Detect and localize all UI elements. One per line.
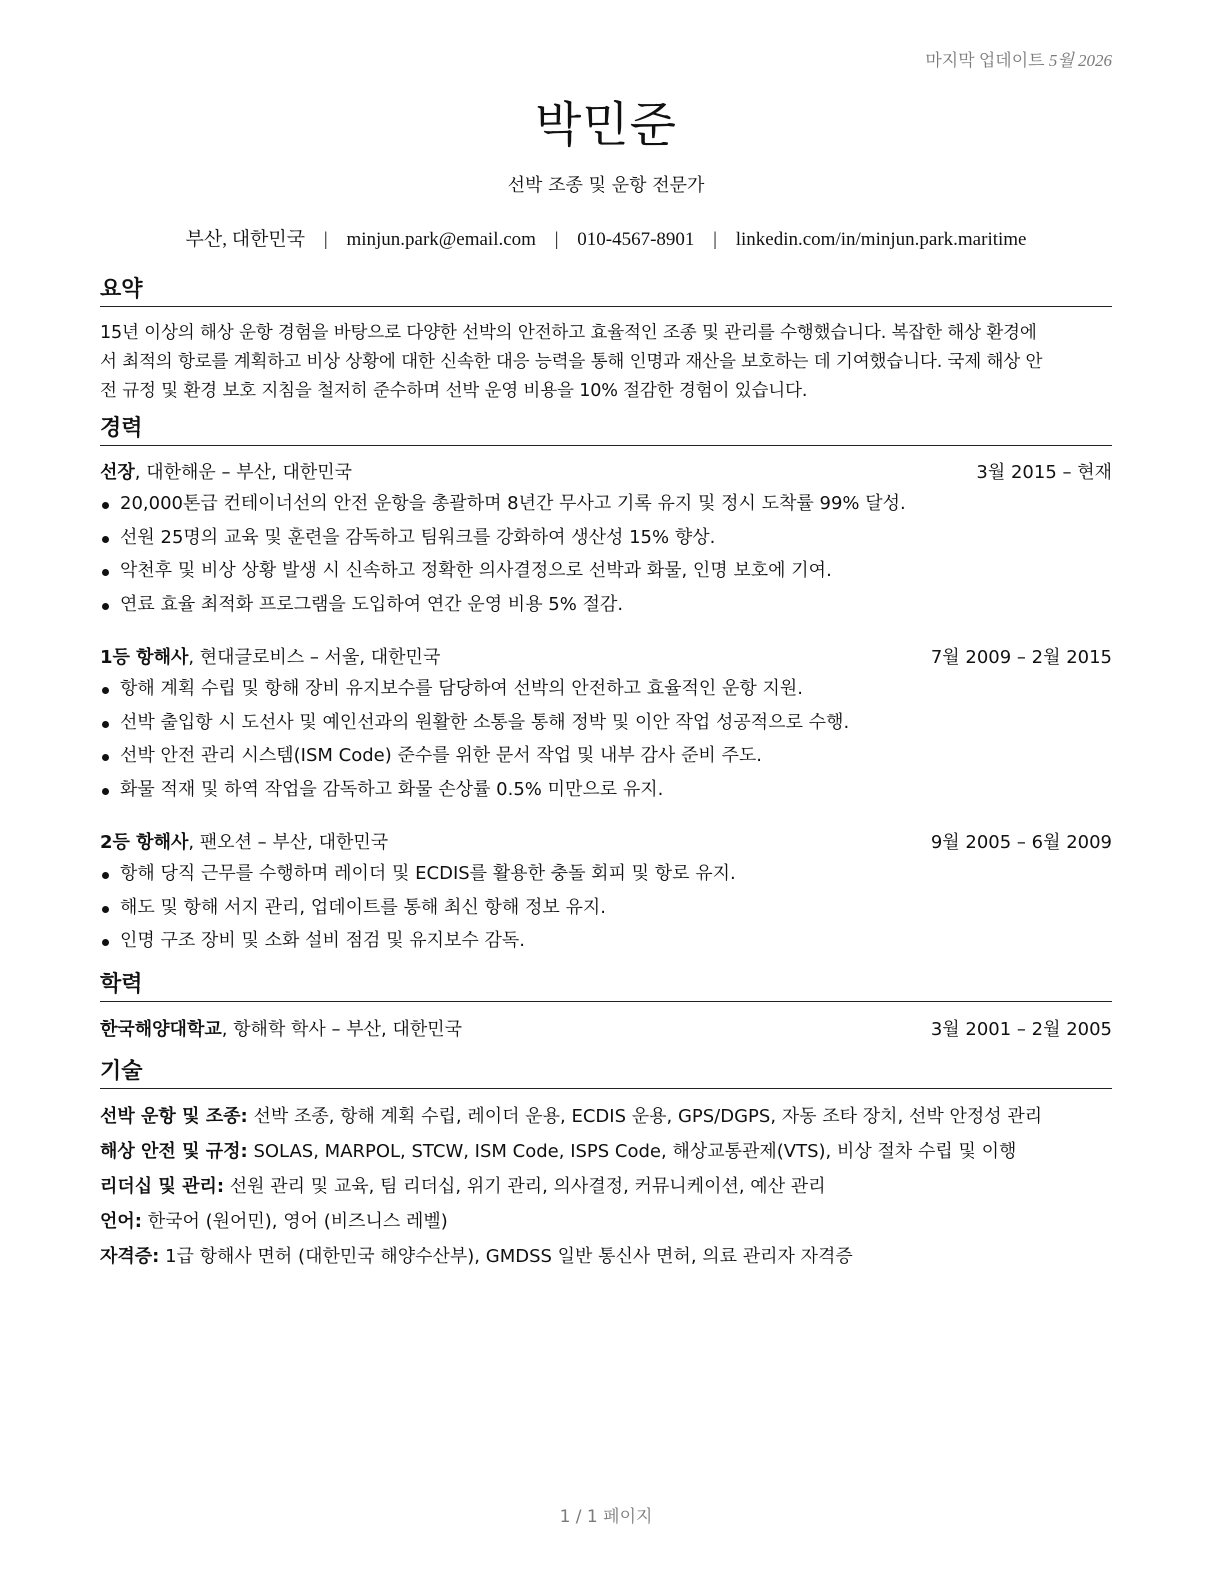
job-dates: 9월 2005 – 6월 2009: [930, 832, 1112, 853]
section-heading-summary: 요약: [100, 276, 1112, 307]
summary-line: 전 규정 및 환경 보호 지침을 철저히 준수하며 선박 운영 비용을 10% 절감한 경험이 있습니다.: [100, 381, 808, 401]
last-updated-year: 2026: [1078, 51, 1112, 70]
bullet-item: 항해 계획 수립 및 항해 장비 유지보수를 담당하여 선박의 안전하고 효율적인 운항 지원.: [100, 676, 1112, 710]
last-updated: [925, 46, 1112, 71]
job-details: , 팬오션 – 부산, 대한민국: [188, 832, 389, 853]
contact-separator: |: [713, 229, 717, 250]
skill-row: [100, 1174, 1112, 1200]
skill-value: 1급 항해사 면허 (대한민국 해양수산부), GMDSS 일반 통신사 면허, 의료 관리자 자격증: [159, 1246, 853, 1267]
job-bullets: [100, 491, 1112, 625]
bullet-item: 선박 출입항 시 도선사 및 예인선과의 원활한 소통을 통해 정박 및 이안 작업 성공적으로 수행.: [100, 710, 1112, 744]
education-school: 한국해양대학교: [100, 1019, 222, 1040]
skill-value: SOLAS, MARPOL, STCW, ISM Code, ISPS Code, 해상교통관제(VTS), 비상 절차 수립 및 이행: [247, 1141, 1017, 1162]
bullet-item: 악천후 및 비상 상황 발생 시 신속하고 정확한 의사결정으로 선박과 화물, 인명 보호에 기여.: [100, 558, 1112, 592]
skill-value: 선박 조종, 항해 계획 수립, 레이더 운용, ECDIS 운용, GPS/DGPS, 자동 조타 장치, 선박 안정성 관리: [247, 1106, 1043, 1127]
candidate-name: 박민준: [534, 97, 678, 153]
summary-line: 15년 이상의 해상 운항 경험을 바탕으로 다양한 선박의 안전하고 효율적인 조종 및 관리를 수행했습니다. 복잡한 해상 환경에: [100, 323, 1037, 343]
job-role: 2등 항해사: [100, 832, 189, 853]
skill-value: 한국어 (원어민), 영어 (비즈니스 레벨): [141, 1211, 448, 1232]
skill-row: [100, 1244, 1112, 1270]
job-dates: 7월 2009 – 2월 2015: [930, 647, 1112, 668]
resume-page: [100, 0, 1112, 1584]
bullet-item: 항해 당직 근무를 수행하며 레이더 및 ECDIS를 활용한 충돌 회피 및 항로 유지.: [100, 861, 1112, 895]
job-header: [100, 645, 1112, 671]
section-heading-experience: 경력: [100, 415, 1112, 446]
summary-text: [100, 319, 1112, 406]
contact-phone[interactable]: 010-4567-8901: [577, 229, 695, 250]
section-heading-skills: 기술: [100, 1058, 1112, 1089]
skill-row: [100, 1209, 1112, 1235]
skill-label: 언어:: [100, 1211, 142, 1232]
bullet-item: 선원 25명의 교육 및 훈련을 감독하고 팀워크를 강화하여 생산성 15% 향상.: [100, 525, 1112, 559]
bullet-item: 인명 구조 장비 및 소화 설비 점검 및 유지보수 감독.: [100, 928, 1112, 962]
page-number: 1 / 1 페이지: [559, 1507, 653, 1527]
skill-row: [100, 1139, 1112, 1165]
contact-separator: |: [554, 229, 559, 250]
summary-line: 서 최적의 항로를 계획하고 비상 상황에 대한 신속한 대응 능력을 통해 인명과 재산을 보호하는 데 기여했습니다. 국제 해상 안: [100, 352, 1043, 372]
contact-separator: |: [323, 229, 328, 250]
job-bullets: [100, 861, 1112, 962]
section-heading-education: 학력: [100, 971, 1112, 1002]
job-header: [100, 830, 1112, 856]
education-entry: [100, 1017, 1112, 1043]
contact-email[interactable]: minjun.park@email.com: [346, 229, 536, 250]
skill-row: [100, 1104, 1112, 1130]
bullet-item: 화물 적재 및 하역 작업을 감독하고 화물 손상률 0.5% 미만으로 유지.: [100, 777, 1112, 811]
last-updated-label: 마지막 업데이트: [925, 51, 1045, 70]
job-bullets: [100, 676, 1112, 810]
skill-label: 해상 안전 및 규정:: [100, 1141, 248, 1162]
job-dates: 3월 2015 – 현재: [976, 462, 1112, 483]
contact-line: [100, 224, 1112, 251]
contact-location: 부산, 대한민국: [185, 229, 306, 250]
job-role: 1등 항해사: [100, 647, 189, 668]
contact-linkedin[interactable]: linkedin.com/in/minjun.park.maritime: [735, 229, 1027, 250]
job-details: , 현대글로비스 – 서울, 대한민국: [188, 647, 441, 668]
education-details: , 항해학 학사 – 부산, 대한민국: [221, 1019, 463, 1040]
last-updated-month: 5월: [1048, 51, 1074, 70]
skill-label: 리더십 및 관리:: [100, 1176, 225, 1197]
job-role: 선장: [100, 462, 135, 483]
skill-value: 선원 관리 및 교육, 팀 리더십, 위기 관리, 의사결정, 커뮤니케이션, 예산 관리: [224, 1176, 826, 1197]
education-dates: 3월 2001 – 2월 2005: [930, 1019, 1112, 1040]
bullet-item: 선박 안전 관리 시스템(ISM Code) 준수를 위한 문서 작업 및 내부 감사 준비 주도.: [100, 743, 1112, 777]
skill-label: 자격증:: [100, 1246, 160, 1267]
skill-label: 선박 운항 및 조종:: [100, 1106, 248, 1127]
bullet-item: 20,000톤급 컨테이너선의 안전 운항을 총괄하며 8년간 무사고 기록 유지 및 정시 도착률 99% 달성.: [100, 491, 1112, 525]
bullet-item: 연료 효율 최적화 프로그램을 도입하여 연간 운영 비용 5% 절감.: [100, 592, 1112, 626]
bullet-item: 해도 및 항해 서지 관리, 업데이트를 통해 최신 항해 정보 유지.: [100, 895, 1112, 929]
candidate-title: 선박 조종 및 운항 전문가: [507, 175, 705, 196]
job-header: [100, 460, 1112, 486]
job-details: , 대한해운 – 부산, 대한민국: [134, 462, 352, 483]
